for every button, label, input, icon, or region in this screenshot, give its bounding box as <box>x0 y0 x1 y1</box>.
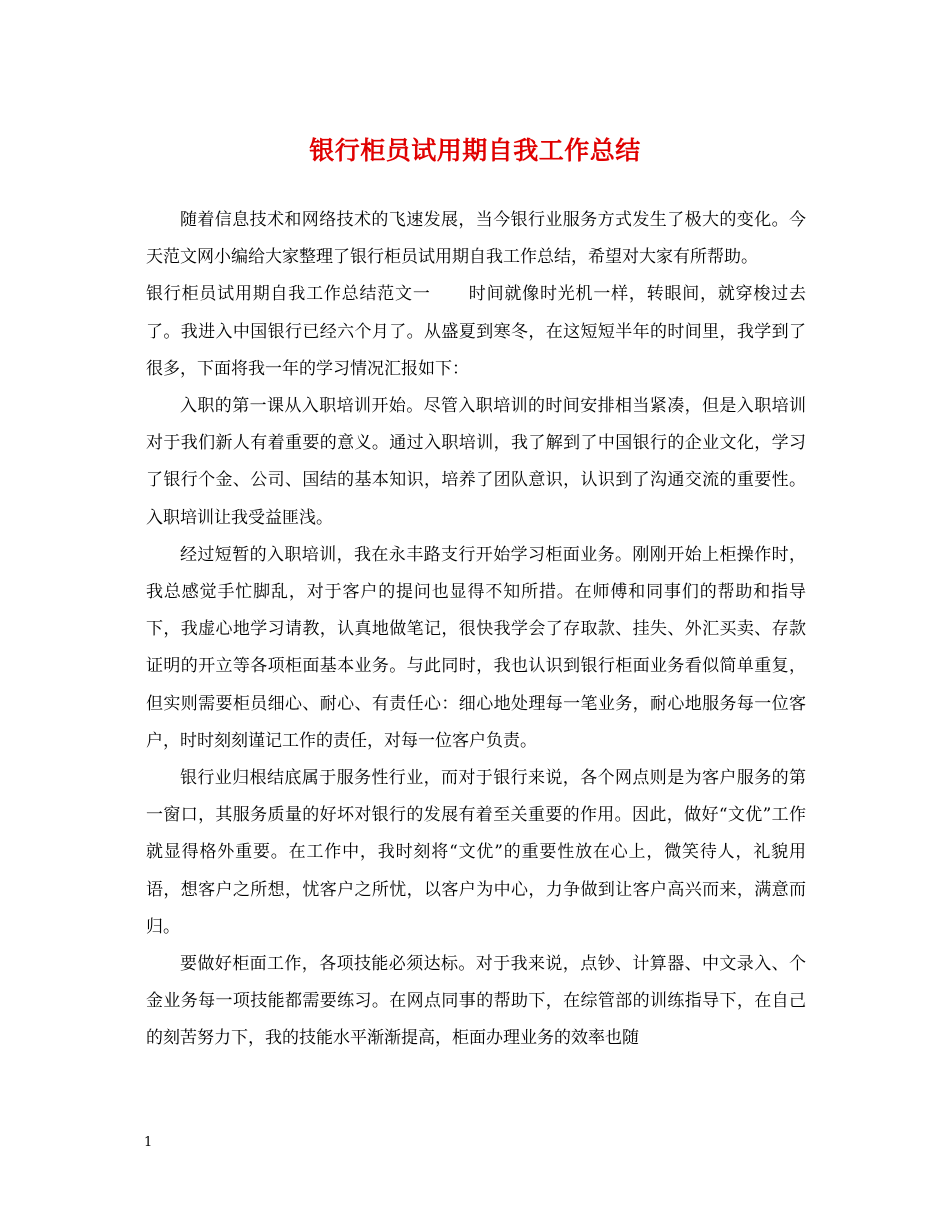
body-paragraph-4: 要做好柜面工作，各项技能必须达标。对于我来说，点钞、计算器、中文录入、个金业务每一项技能都需要练习。在网点同事的帮助下，在综管部的训练指导下，在自己的刻苦努力下，我的技能水平渐渐提高，柜面办理业务的效率也随 <box>146 954 806 1049</box>
section-first-text: 时间就像时光机一样，转眼间，就穿梭过去了。我进入中国银行已经六个月了。从盛夏到寒冬，在这短短半年的时间里，我学到了很多，下面将我一年的学习情况汇报如下： <box>146 284 807 379</box>
body-paragraph-3: 银行业归根结底属于服务性行业，而对于银行来说，各个网点则是为客户服务的第一窗口，其服务质量的好坏对银行的发展有着至关重要的作用。因此，做好“文优”工作就显得格外重要。在工作中，我时刻将“文优”的重要性放在心上，微笑待人，礼貌用语，想客户之所想，忧客户之所忧，以客户为中心，力争做到让客户高兴而来，满意而归。 <box>146 768 806 937</box>
intro-paragraph: 随着信息技术和网络技术的飞速发展，当今银行业服务方式发生了极大的变化。今天范文网小编给大家整理了银行柜员试用期自我工作总结，希望对大家有所帮助。 <box>146 210 806 268</box>
document-body <box>146 202 806 1058</box>
page-number: 1 <box>144 1135 153 1150</box>
body-paragraph-1: 入职的第一课从入职培训开始。尽管入职培训的时间安排相当紧凑，但是入职培训对于我们新人有着重要的意义。通过入职培训，我了解到了中国银行的企业文化，学习了银行个金、公司、国结的基本知识，培养了团队意识，认识到了沟通交流的重要性。入职培训让我受益匪浅。 <box>146 396 806 528</box>
page-title: 银行柜员试用期自我工作总结 <box>309 136 641 165</box>
section-heading: 银行柜员试用期自我工作总结范文一 <box>146 284 431 305</box>
section-paragraph <box>146 276 806 388</box>
body-paragraph-2: 经过短暂的入职培训，我在永丰路支行开始学习柜面业务。刚刚开始上柜操作时，我总感觉手忙脚乱，对于客户的提问也显得不知所措。在师傅和同事们的帮助和指导下，我虚心地学习请教，认真地做笔记，很快我学会了存取款、挂失、外汇买卖、存款证明的开立等各项柜面基本业务。与此同时，我也认识到银行柜面业务看似简单重复，但实则需要柜员细心、耐心、有责任心：细心地处理每一笔业务，耐心地服务每一位客户，时时刻刻谨记工作的责任，对每一位客户负责。 <box>146 544 806 751</box>
